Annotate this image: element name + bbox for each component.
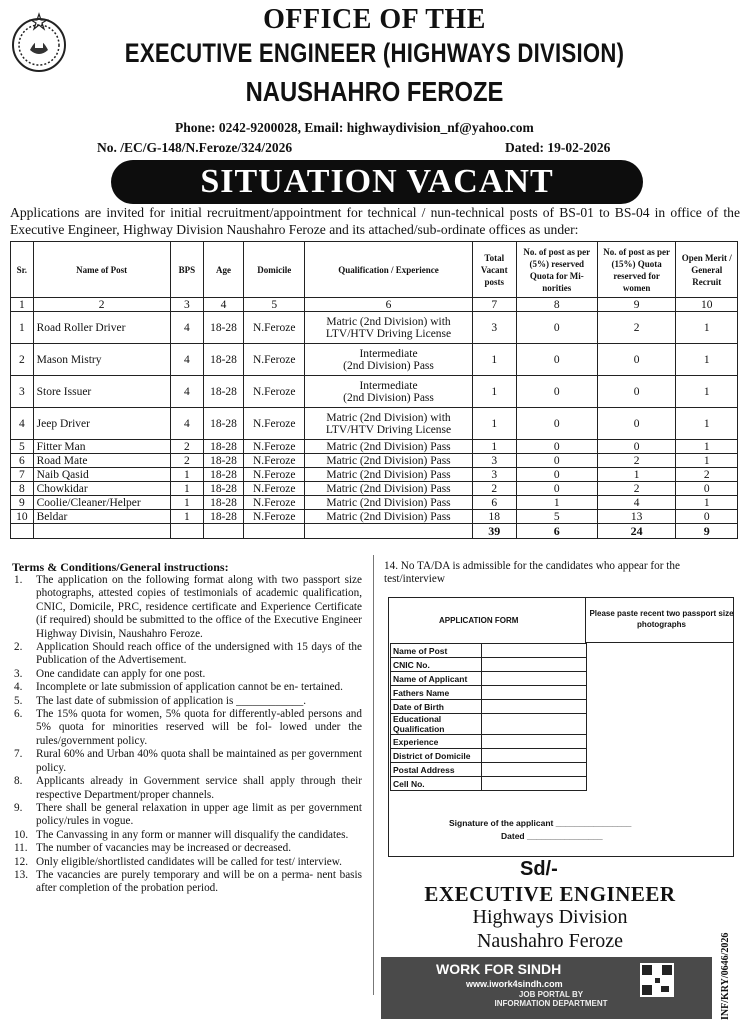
term-number: 6. (14, 708, 23, 721)
qualification-line: LTV/HTV Driving License (325, 327, 452, 340)
cell-sr: 10 (11, 510, 34, 524)
cell-age: 18-28 (204, 454, 244, 468)
cell-post: Road Roller Driver (33, 312, 170, 344)
work-for-sindh-ad (381, 957, 712, 1019)
term-item (10, 681, 362, 694)
term-item (10, 856, 362, 869)
cell-post: Jeep Driver (33, 408, 170, 440)
form-field-value (482, 735, 587, 749)
table-row (11, 408, 738, 440)
cell-total: 3 (472, 454, 516, 468)
cell-dom: N.Feroze (243, 440, 304, 454)
total-open: 9 (676, 524, 738, 539)
col-header: Name of Post (33, 242, 170, 298)
cell-bps: 1 (170, 510, 203, 524)
cell-sr: 5 (11, 440, 34, 454)
cell-sr: 7 (11, 468, 34, 482)
cell-women: 0 (597, 408, 676, 440)
office-title-line3: NAUSHAHRO FEROZE (245, 76, 504, 107)
form-field-value (482, 700, 587, 714)
form-field-row (391, 658, 587, 672)
total-min: 6 (516, 524, 597, 539)
term-text: There shall be general relaxation in upper age limit as per government policy/rules in vogue. (36, 801, 362, 828)
photo-box-divider (585, 642, 733, 643)
cell-age: 18-28 (204, 510, 244, 524)
table-row (11, 496, 738, 510)
vacancies-table (10, 241, 738, 539)
term-number: 13. (14, 868, 28, 881)
qualification-line: Matric (2nd Division) Pass (326, 496, 451, 509)
qualification-line: LTV/HTV Driving License (325, 423, 452, 436)
cell-total: 1 (472, 440, 516, 454)
total-women: 24 (597, 524, 676, 539)
form-field-row (391, 714, 587, 735)
terms-list (10, 574, 362, 896)
cell-post: Chowkidar (33, 482, 170, 496)
form-field-row (391, 672, 587, 686)
form-field-row (391, 686, 587, 700)
office-title-line2: EXECUTIVE ENGINEER (HIGHWAYS DIVISION) (124, 38, 625, 68)
term-number: 5. (14, 694, 23, 707)
cell-bps: 2 (170, 454, 203, 468)
cell-women: 13 (597, 510, 676, 524)
term-number: 8. (14, 775, 23, 788)
total-empty (11, 524, 34, 539)
col-number: 6 (305, 298, 472, 312)
signoff-division: Highways Division (472, 906, 628, 928)
cell-sr: 2 (11, 344, 34, 376)
table-row (11, 510, 738, 524)
total-empty (33, 524, 170, 539)
term-number: 1. (14, 574, 23, 586)
form-dated-line: Dated ________________ (501, 831, 603, 841)
cell-min: 0 (516, 312, 597, 344)
form-field-value (482, 686, 587, 700)
table-row (11, 440, 738, 454)
col-header: Domicile (243, 242, 304, 298)
table-row (11, 312, 738, 344)
cell-qual (305, 440, 472, 454)
form-field-label: Postal Address (391, 763, 482, 777)
cell-total: 18 (472, 510, 516, 524)
cell-total: 3 (472, 312, 516, 344)
cell-min: 0 (516, 408, 597, 440)
qualification-line: Matric (2nd Division) Pass (326, 510, 451, 523)
form-field-label: Fathers Name (391, 686, 482, 700)
cell-post: Coolie/Cleaner/Helper (33, 496, 170, 510)
cell-age: 18-28 (204, 408, 244, 440)
term-text: Rural 60% and Urban 40% quota shall be maintained as per government policy. (36, 748, 362, 774)
qualification-line: Matric (2nd Division) Pass (326, 454, 451, 467)
cell-total: 1 (472, 344, 516, 376)
form-field-row (391, 749, 587, 763)
cell-post: Store Issuer (33, 376, 170, 408)
cell-open: 1 (676, 440, 738, 454)
term-number: 12. (14, 855, 28, 868)
qualification-line: Matric (2nd Division) Pass (326, 482, 451, 495)
form-field-label: Name of Post (391, 644, 482, 658)
form-field-value (482, 749, 587, 763)
cell-min: 0 (516, 482, 597, 496)
cell-min: 0 (516, 376, 597, 408)
signoff-sd: Sd/- (520, 858, 558, 880)
cell-age: 18-28 (204, 440, 244, 454)
qualification-line: Matric (2nd Division) Pass (326, 468, 451, 481)
cell-open: 1 (676, 454, 738, 468)
intro-paragraph: Applications are invited for initial recruitment/appointment for technical / nun-technical posts of BS-01 to BS-04 in office of the Executive Engineer, Highway Division Naushahro Feroze and its attached/sub-ordinate offices as under: (10, 205, 740, 237)
cell-sr: 3 (11, 376, 34, 408)
term-item (10, 802, 362, 829)
cell-dom: N.Feroze (243, 454, 304, 468)
cell-open: 1 (676, 344, 738, 376)
col-number: 2 (33, 298, 170, 312)
col-header: No. of post as per (5%) reserved Quota for Mi- norities (516, 242, 597, 298)
term-number: 3. (14, 667, 23, 680)
term-item (10, 574, 362, 641)
form-field-label: Cell No. (391, 777, 482, 791)
form-field-label: Date of Birth (391, 700, 482, 714)
terms-title: Terms & Conditions/General instructions: (12, 560, 229, 574)
cell-open: 1 (676, 408, 738, 440)
term-number: 9. (14, 801, 23, 814)
ad-brand: WORK FOR SINDH (436, 961, 562, 977)
qualification-line: Matric (2nd Division) Pass (326, 440, 451, 453)
cell-qual (305, 468, 472, 482)
cell-qual (305, 312, 472, 344)
cell-dom: N.Feroze (243, 344, 304, 376)
cell-post: Naib Qasid (33, 468, 170, 482)
col-number: 7 (472, 298, 516, 312)
col-number: 10 (676, 298, 738, 312)
reference-number: No. /EC/G-148/N.Feroze/324/2026 (97, 140, 293, 155)
cell-bps: 1 (170, 468, 203, 482)
term-item (10, 842, 362, 855)
cell-sr: 4 (11, 408, 34, 440)
signature-line: Signature of the applicant ________________ (449, 818, 632, 828)
cell-bps: 1 (170, 496, 203, 510)
term-14: 14. No TA/DA is admissible for the candidates who appear for the test/interview (384, 560, 680, 586)
cell-dom: N.Feroze (243, 510, 304, 524)
cell-bps: 2 (170, 440, 203, 454)
form-field-row (391, 644, 587, 658)
cell-age: 18-28 (204, 482, 244, 496)
col-header: Age (204, 242, 244, 298)
cell-qual (305, 408, 472, 440)
term-item (10, 695, 362, 708)
term-item (10, 641, 362, 668)
cell-qual (305, 376, 472, 408)
total-total: 39 (472, 524, 516, 539)
cell-open: 1 (676, 376, 738, 408)
cell-age: 18-28 (204, 496, 244, 510)
signoff-title: EXECUTIVE ENGINEER (424, 882, 676, 906)
term-item (10, 775, 362, 802)
cell-women: 2 (597, 312, 676, 344)
cell-sr: 1 (11, 312, 34, 344)
cell-qual (305, 496, 472, 510)
term-item (10, 829, 362, 842)
cell-min: 0 (516, 468, 597, 482)
application-form-title: APPLICATION FORM (439, 616, 519, 625)
qr-code-icon (640, 963, 674, 997)
term-item (10, 748, 362, 775)
col-number: 9 (597, 298, 676, 312)
cell-post: Fitter Man (33, 440, 170, 454)
table-row (11, 482, 738, 496)
term-number: 7. (14, 748, 23, 761)
form-field-row (391, 763, 587, 777)
cell-min: 1 (516, 496, 597, 510)
term-text: The vacancies are purely temporary and will be on a perma- nent basis after completion of the probation period. (36, 868, 362, 895)
form-field-row (391, 777, 587, 791)
cell-min: 0 (516, 344, 597, 376)
cell-open: 1 (676, 312, 738, 344)
situation-vacant-banner: SITUATION VACANT (111, 160, 643, 204)
form-field-label: District of Domicile (391, 749, 482, 763)
form-fields-table (390, 643, 587, 791)
cell-bps: 4 (170, 344, 203, 376)
cell-post: Mason Mistry (33, 344, 170, 376)
form-field-value (482, 644, 587, 658)
qualification-line: Intermediate (359, 347, 418, 360)
signoff-place: Naushahro Feroze (476, 930, 624, 952)
cell-total: 1 (472, 376, 516, 408)
cell-age: 18-28 (204, 376, 244, 408)
term-number: 11. (14, 842, 28, 855)
cell-open: 0 (676, 482, 738, 496)
total-empty (243, 524, 304, 539)
table-row (11, 344, 738, 376)
cell-women: 0 (597, 376, 676, 408)
cell-min: 5 (516, 510, 597, 524)
term-text: The 15% quota for women, 5% quota for differently-abled persons and 5% quota for minorities reserved will be fol- lowed under the rules/government policy. (36, 708, 362, 747)
ad-tag: JOB PORTAL BY INFORMATION DEPARTMENT (494, 990, 608, 1008)
form-field-value (482, 658, 587, 672)
col-header: Qualification / Experience (305, 242, 472, 298)
cell-bps: 4 (170, 376, 203, 408)
col-header: Open Merit / General Recruit (676, 242, 738, 298)
cell-dom: N.Feroze (243, 312, 304, 344)
cell-bps: 4 (170, 408, 203, 440)
cell-min: 0 (516, 440, 597, 454)
col-header: Sr. (11, 242, 34, 298)
form-field-value (482, 672, 587, 686)
cell-dom: N.Feroze (243, 408, 304, 440)
cell-total: 6 (472, 496, 516, 510)
cell-sr: 9 (11, 496, 34, 510)
cell-dom: N.Feroze (243, 496, 304, 510)
qualification-line: (2nd Division) Pass (343, 359, 434, 372)
cell-age: 18-28 (204, 344, 244, 376)
cell-women: 0 (597, 440, 676, 454)
cell-total: 2 (472, 482, 516, 496)
cell-post: Road Mate (33, 454, 170, 468)
term-text: The last date of submission of application is ____________. (36, 694, 307, 707)
term-text: The application on the following format along with two passport size photographs, attested copies of testimonials of academic qualification, CNIC, Domicile, PRC, residence certificate and Experience Certificate (if required) should be submitted to the office of the Executive Engineer Highway Divisin, Naushahro Feroze. (36, 574, 362, 640)
cell-sr: 6 (11, 454, 34, 468)
term-item (10, 708, 362, 748)
term-text: Application Should reach office of the undersigned with 15 days of the Publication of the Advertisement. (36, 641, 362, 667)
photo-note: Please paste recent two passport size photographs (589, 609, 734, 629)
cell-post: Beldar (33, 510, 170, 524)
form-field-value (482, 714, 587, 735)
term-item (10, 668, 362, 681)
form-field-value (482, 777, 587, 791)
cell-min: 0 (516, 454, 597, 468)
column-divider (373, 555, 374, 995)
cell-dom: N.Feroze (243, 468, 304, 482)
form-field-label: Experience (391, 735, 482, 749)
ad-url: www.iwork4sindh.com (466, 979, 563, 989)
cell-women: 4 (597, 496, 676, 510)
contact-info: Phone: 0242-9200028, Email: highwaydivision_nf@yahoo.com (175, 120, 534, 135)
cell-women: 2 (597, 454, 676, 468)
form-field-label: Educational Qualification (391, 714, 482, 735)
term-number: 4. (14, 681, 23, 694)
term-text: Applicants already in Government service shall apply through their respective Department/proper channels. (36, 775, 362, 801)
term-text: The Canvassing in any form or manner will disqualify the candidates. (36, 828, 349, 841)
total-empty (204, 524, 244, 539)
office-title-line1: OFFICE OF THE (263, 4, 486, 35)
col-number: 3 (170, 298, 203, 312)
col-number: 4 (204, 298, 244, 312)
cell-open: 1 (676, 496, 738, 510)
column-number-row (11, 298, 738, 312)
qualification-line: Matric (2nd Division) with (326, 411, 451, 424)
photo-box-divider (585, 598, 586, 642)
cell-bps: 4 (170, 312, 203, 344)
totals-row (11, 524, 738, 539)
col-number: 8 (516, 298, 597, 312)
form-field-row (391, 700, 587, 714)
form-field-value (482, 763, 587, 777)
cell-sr: 8 (11, 482, 34, 496)
cell-dom: N.Feroze (243, 376, 304, 408)
col-number: 5 (243, 298, 304, 312)
cell-women: 2 (597, 482, 676, 496)
term-item (10, 869, 362, 896)
qualification-line: (2nd Division) Pass (343, 391, 434, 404)
form-field-row (391, 735, 587, 749)
table-row (11, 376, 738, 408)
col-header: BPS (170, 242, 203, 298)
col-header: No. of post as per (15%) Quota reserved for women (597, 242, 676, 298)
table-header-row (11, 242, 738, 298)
col-header: Total Vacant posts (472, 242, 516, 298)
cell-qual (305, 344, 472, 376)
cell-age: 18-28 (204, 312, 244, 344)
form-field-label: Name of Applicant (391, 672, 482, 686)
side-reference: INF/KRY/0646/2026 (720, 932, 731, 1020)
term-number: 2. (14, 641, 23, 654)
qualification-line: Matric (2nd Division) with (326, 315, 451, 328)
cell-total: 1 (472, 408, 516, 440)
issue-date: Dated: 19-02-2026 (505, 140, 611, 155)
cell-qual (305, 482, 472, 496)
table-row (11, 468, 738, 482)
total-empty (305, 524, 472, 539)
cell-dom: N.Feroze (243, 482, 304, 496)
col-number: 1 (11, 298, 34, 312)
term-text: The number of vacancies may be increased or decreased. (36, 842, 292, 855)
cell-total: 3 (472, 468, 516, 482)
cell-age: 18-28 (204, 468, 244, 482)
form-field-label: CNIC No. (391, 658, 482, 672)
term-text: Only eligible/shortlisted candidates will be called for test/ interview. (36, 855, 342, 868)
table-row (11, 454, 738, 468)
cell-qual (305, 510, 472, 524)
cell-open: 2 (676, 468, 738, 482)
cell-women: 1 (597, 468, 676, 482)
cell-women: 0 (597, 344, 676, 376)
term-text: One candidate can apply for one post. (36, 667, 206, 680)
total-empty (170, 524, 203, 539)
cell-open: 0 (676, 510, 738, 524)
cell-qual (305, 454, 472, 468)
qualification-line: Intermediate (359, 379, 418, 392)
term-number: 10. (14, 828, 28, 841)
application-form (388, 597, 734, 857)
cell-bps: 1 (170, 482, 203, 496)
term-text: Incomplete or late submission of application cannot be en- tertained. (36, 681, 343, 694)
